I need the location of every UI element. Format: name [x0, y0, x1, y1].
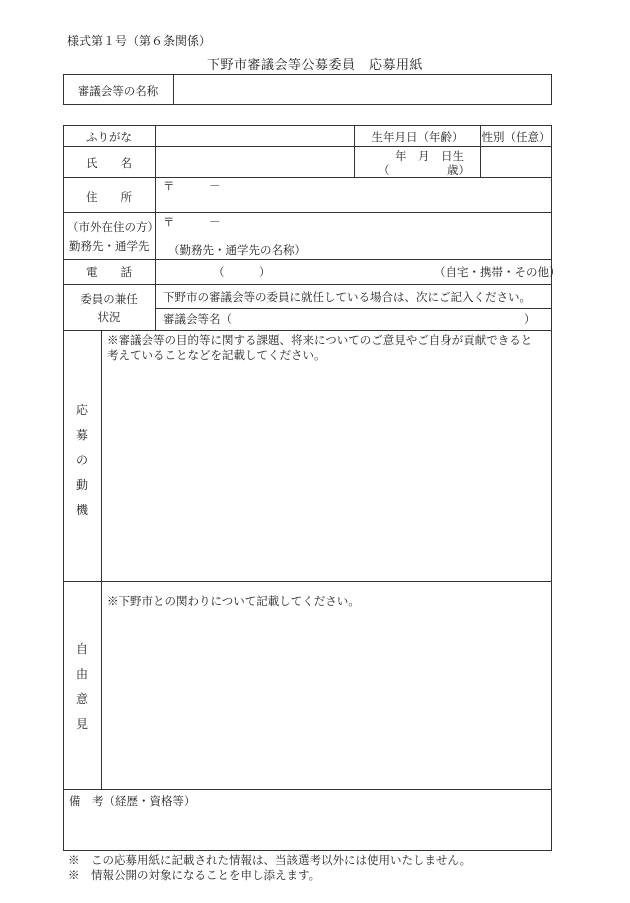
address-label: 住 所 — [86, 190, 132, 204]
motivation-instruction-1: ※審議会等の目的等に関する課題、将来についてのご意見やご自身が貢献できると — [107, 333, 533, 347]
workplace-field[interactable] — [156, 213, 551, 259]
birth-date-format: 年 月 日生 — [395, 149, 464, 163]
address-field[interactable] — [156, 178, 551, 212]
workplace-postal-mark: 〒 － — [163, 215, 221, 229]
free-opinion-field[interactable] — [102, 612, 551, 788]
concurrent-council-label: 審議会等名（ — [163, 312, 232, 326]
remarks-field[interactable] — [64, 810, 551, 849]
remarks-label: 備 考（経歴・資格等） — [69, 794, 196, 808]
concurrent-label: 委員の兼任 — [80, 292, 138, 306]
gender-label: 性別（任意） — [481, 130, 551, 144]
age-format: （ 歳） — [378, 163, 470, 177]
workplace-school-label: 勤務先・通学先 — [69, 239, 150, 253]
birth-date-label: 生年月日（年齢） — [371, 130, 464, 144]
address-postal-mark: 〒 － — [163, 179, 221, 193]
concurrent-council-field[interactable] — [240, 309, 520, 329]
name-field[interactable] — [156, 147, 353, 177]
form-title: 下野市審議会等公募委員 応募用紙 — [206, 58, 423, 73]
phone-field[interactable] — [156, 260, 551, 284]
furigana-label: ふりがな — [86, 130, 132, 144]
free-opinion-instruction: ※下野市との関わりについて記載してください。 — [107, 594, 360, 608]
furigana-field[interactable] — [156, 126, 353, 146]
concurrent-status-label: 状況 — [97, 310, 121, 324]
form-number: 様式第１号（第６条関係） — [67, 34, 212, 48]
outside-resident-label: （市外在住の方） — [67, 220, 159, 234]
concurrent-council-close: ） — [524, 312, 536, 326]
name-label: 氏 名 — [86, 156, 132, 170]
motivation-label: 応 募 の 動 機 — [75, 403, 88, 517]
free-opinion-label: 自 由 意 見 — [75, 642, 88, 731]
motivation-instruction-2: 考えていることなどを記載してください。 — [107, 348, 326, 362]
footer-note-1: ※ この応募用紙に記載された情報は、当該選考以外には使用いたしません。 — [68, 853, 472, 867]
motivation-field[interactable] — [102, 365, 551, 580]
phone-type: （自宅・携帯・その他） — [434, 265, 561, 279]
phone-format: （ ） — [213, 265, 271, 279]
footer-note-2: ※ 情報公開の対象になることを申し添えます。 — [68, 868, 321, 882]
council-name-label: 審議会等の名称 — [77, 84, 159, 98]
workplace-name-hint: （勤務先・通学先の名称） — [168, 243, 306, 257]
concurrent-note: 下野市の審議会等の委員に就任している場合は、次にご記入ください。 — [163, 290, 531, 304]
gender-field[interactable] — [481, 147, 551, 177]
phone-label: 電 話 — [86, 265, 132, 279]
